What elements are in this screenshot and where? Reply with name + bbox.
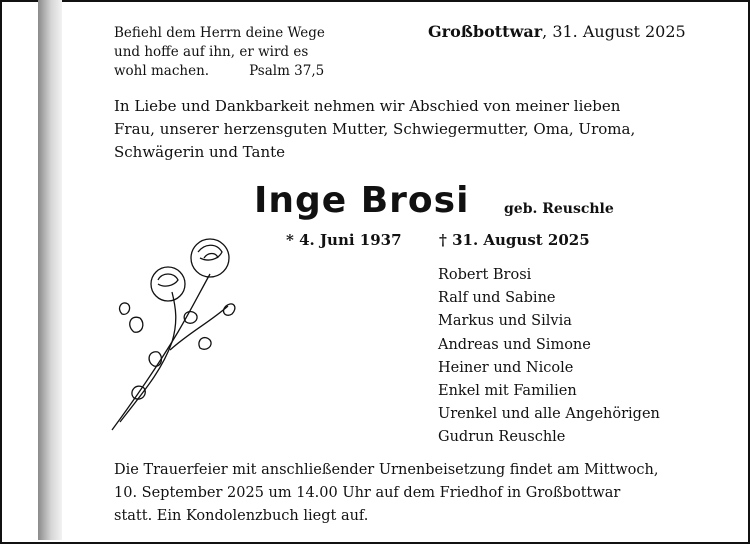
verse-line-3 (114, 62, 325, 81)
intro-line-2: Frau, unserer herzensguten Mutter, Schwiegermutter, Oma, Uroma, (114, 120, 636, 138)
bible-verse (114, 24, 325, 81)
place: Großbottwar (428, 22, 543, 41)
funeral-line-1: Die Trauerfeier mit anschließender Urnenbeisetzung findet am Mittwoch, (114, 462, 659, 478)
mourner: Markus und Silvia (438, 313, 572, 330)
birth-name: geb. Reuschle (504, 201, 614, 217)
date: , 31. August 2025 (542, 22, 686, 41)
funeral-info (114, 459, 658, 528)
verse-line-1: Befiehl dem Herrn deine Wege (114, 25, 325, 41)
mourner: Urenkel und alle Angehörigen (438, 406, 660, 423)
verse-reference: Psalm 37,5 (249, 63, 325, 79)
funeral-line-3: statt. Ein Kondolenzbuch liegt auf. (114, 508, 369, 524)
place-and-date (428, 22, 686, 41)
funeral-line-2: 10. September 2025 um 14.00 Uhr auf dem Friedhof in Großbottwar (114, 485, 621, 501)
death-date: † 31. August 2025 (439, 231, 590, 249)
mourner: Heiner und Nicole (438, 359, 574, 376)
birth-date: * 4. Juni 1937 (286, 231, 402, 249)
rose-drawing-icon (100, 222, 250, 442)
deceased-name: Inge Brosi (254, 180, 470, 221)
mourner: Enkel mit Familien (438, 383, 577, 400)
mourner: Ralf und Sabine (438, 290, 556, 307)
gray-gradient-bar (38, 0, 62, 540)
verse-line-2: und hoffe auf ihn, er wird es (114, 44, 309, 60)
mourner: Robert Brosi (438, 267, 532, 283)
mourners-list (438, 264, 660, 450)
intro-text (114, 95, 635, 164)
intro-line-1: In Liebe und Dankbarkeit nehmen wir Abschied von meiner lieben (114, 97, 621, 115)
mourner: Gudrun Reuschle (438, 429, 566, 446)
mourner: Andreas und Simone (438, 336, 591, 353)
intro-line-3: Schwägerin und Tante (114, 143, 286, 161)
verse-line-3-text: wohl machen. (114, 63, 210, 79)
